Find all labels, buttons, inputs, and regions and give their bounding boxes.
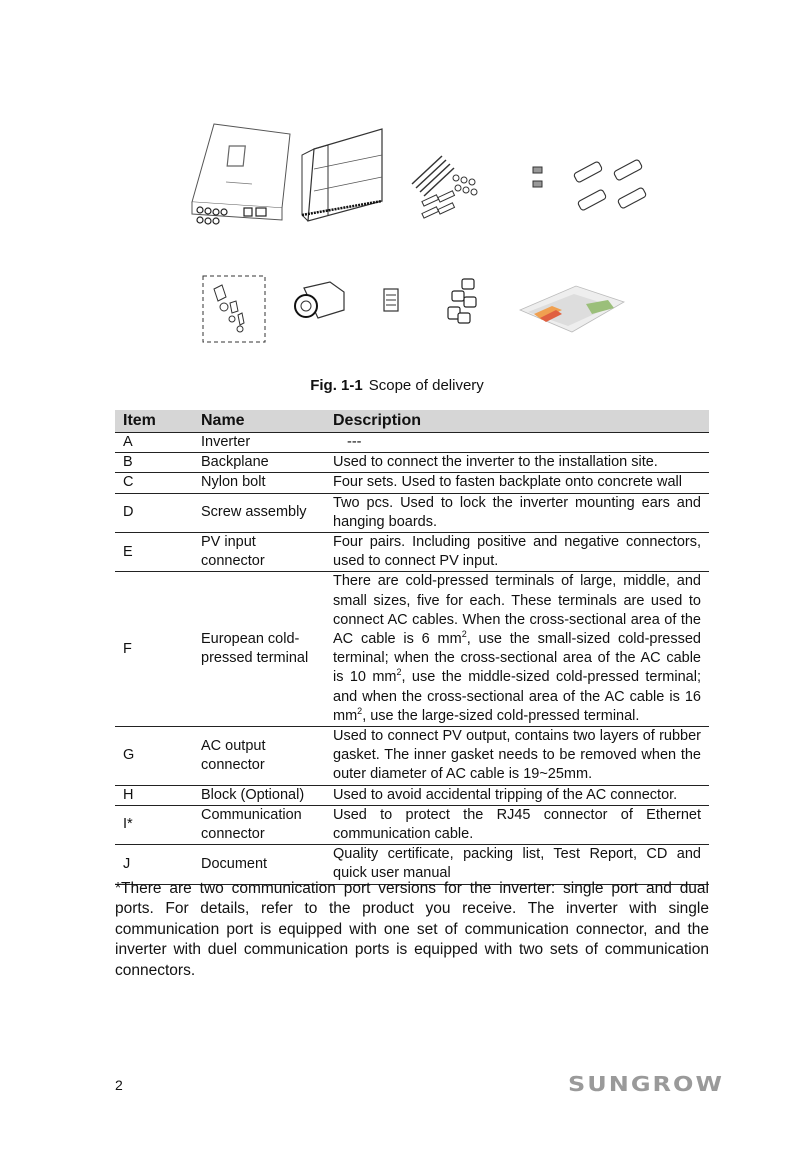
table-header-row: [115, 410, 709, 433]
row-item: D: [115, 493, 193, 532]
inverter-illustration: [186, 120, 296, 230]
scope-of-delivery-figure: [180, 115, 650, 350]
row-item: H: [115, 785, 193, 805]
backplane-illustration: [298, 125, 396, 230]
row-item: C: [115, 473, 193, 493]
footnote: *There are two communication port versions for the inverter: single port and dual ports. For details, refer to the product you receive. The inverter with single communication port is equipped with one set of communication connector, and the inverter with duel communication ports is equipped with two sets of communication connectors.: [115, 880, 709, 979]
row-item: F: [115, 572, 193, 727]
table-row: [115, 493, 709, 532]
row-description: Used to connect PV output, contains two layers of rubber gasket. The inner gasket needs to be removed when the outer diameter of AC cable is 19~25mm.: [325, 727, 709, 786]
row-item: I*: [115, 805, 193, 844]
table-row: [115, 533, 709, 572]
row-item: A: [115, 433, 193, 453]
table-row: [115, 453, 709, 473]
table-row: [115, 805, 709, 844]
table-row: [115, 785, 709, 805]
row-description: Two pcs. Used to lock the inverter mounting ears and hanging boards.: [325, 493, 709, 532]
description-text: , use the large-sized cold-pressed terminal.: [362, 707, 640, 724]
page-number: 2: [115, 1077, 123, 1093]
row-name: Nylon bolt: [193, 473, 325, 493]
cold-pressed-terminal-illustration: [202, 275, 268, 345]
row-name: Communication connector: [193, 805, 325, 844]
row-name: Backplane: [193, 453, 325, 473]
row-name: Document: [193, 845, 325, 884]
description-text: There are cold-pressed terminals of large, middle, and small sizes, five for each. These terminals are used to connect AC cables. When the cross-sectional area of the AC cable is 6 mm: [333, 573, 701, 648]
figure-caption-label: Fig. 1-1: [310, 377, 363, 394]
block-illustration: [380, 285, 404, 315]
communication-connector-illustration: [442, 275, 487, 330]
table-row: [115, 433, 709, 453]
row-name: European cold-pressed terminal: [193, 572, 325, 727]
row-description: Used to avoid accidental tripping of the AC connector.: [325, 785, 709, 805]
screw-assembly-illustration: [528, 165, 548, 195]
nylon-bolt-illustration: [408, 150, 488, 230]
table-row: [115, 473, 709, 493]
row-name: Inverter: [193, 433, 325, 453]
row-name: Screw assembly: [193, 493, 325, 532]
row-description: [325, 572, 709, 727]
row-name: Block (Optional): [193, 785, 325, 805]
pv-connector-illustration: [570, 157, 655, 222]
header-description: Description: [325, 410, 709, 433]
row-item: E: [115, 533, 193, 572]
description-text: , use the small-sized cold-pressed terminal; when the cross-sectional area of the AC cable is 10 mm: [333, 631, 701, 686]
superscript: 2: [357, 706, 363, 717]
row-name: PV input connector: [193, 533, 325, 572]
row-name: AC output connector: [193, 727, 325, 786]
table-row: [115, 572, 709, 727]
row-description: Four sets. Used to fasten backplate onto concrete wall: [325, 473, 709, 493]
row-description: Used to protect the RJ45 connector of Ethernet communication cable.: [325, 805, 709, 844]
header-item: Item: [115, 410, 193, 433]
row-item: G: [115, 727, 193, 786]
ac-output-connector-illustration: [290, 280, 350, 325]
superscript: 2: [396, 667, 402, 678]
figure-caption: [0, 377, 794, 394]
superscript: 2: [461, 629, 467, 640]
table-row: [115, 727, 709, 786]
row-description: Quality certificate, packing list, Test Report, CD and quick user manual: [325, 845, 709, 884]
row-description: ---: [325, 433, 709, 453]
figure-caption-text: Scope of delivery: [368, 377, 484, 394]
scope-of-delivery-table: [115, 410, 709, 885]
row-description: Four pairs. Including positive and negative connectors, used to connect PV input.: [325, 533, 709, 572]
row-description: Used to connect the inverter to the installation site.: [325, 453, 709, 473]
row-item: J: [115, 845, 193, 884]
row-item: B: [115, 453, 193, 473]
sungrow-logo: SUNGROW: [568, 1072, 724, 1096]
description-text: , use the middle-sized cold-pressed terminal; and when the cross-sectional area of the AC cable is 16 mm: [333, 669, 701, 724]
document-illustration: [516, 280, 626, 340]
header-name: Name: [193, 410, 325, 433]
